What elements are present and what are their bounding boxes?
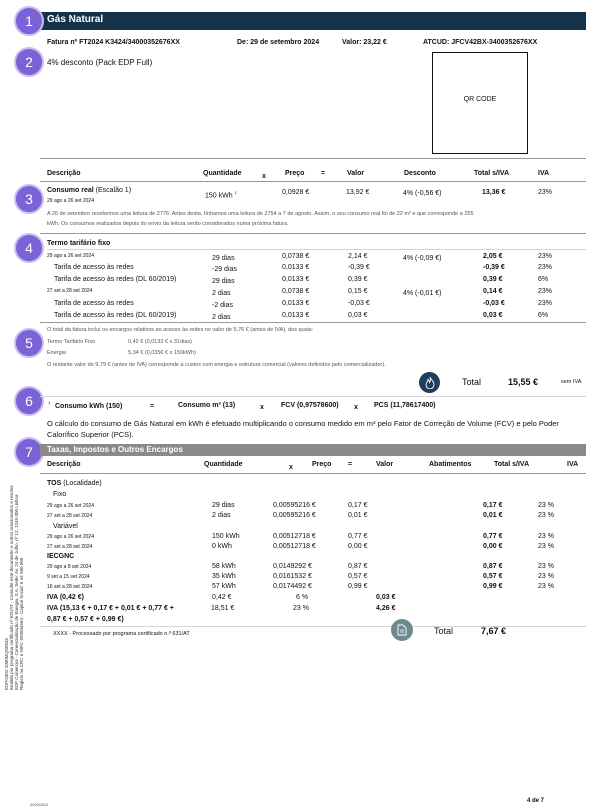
tax-row-value: 0,00 € bbox=[348, 543, 368, 550]
tax-row-iva: 23 % bbox=[538, 512, 554, 519]
termo-row-qty: 2 dias bbox=[212, 314, 231, 321]
divider bbox=[40, 158, 586, 159]
tax-row-total: 0,00 € bbox=[483, 543, 503, 550]
flame-icon bbox=[419, 372, 440, 393]
tax-row-price: 0,00595216 € bbox=[273, 512, 316, 519]
col-quantidade: Quantidade bbox=[203, 170, 242, 177]
tax-row-price: 0,00595216 € bbox=[273, 502, 316, 509]
tax-col-descricao: Descrição bbox=[47, 461, 81, 468]
termo-row-qty: 29 dias bbox=[212, 255, 235, 262]
tax-row-period: 16 set a 28 set 2024 bbox=[47, 584, 93, 590]
processed-note: XXXX - Processado por programa certificado n.º 631/AT bbox=[53, 631, 190, 637]
qr-code-box bbox=[432, 52, 528, 154]
tax-row-qty: 2 dias bbox=[212, 512, 231, 519]
formula-eq: = bbox=[150, 403, 155, 410]
taxes-title: Taxas, Impostos e Outros Encargos bbox=[47, 445, 183, 454]
termo-row-qty: -29 dias bbox=[212, 266, 237, 273]
tos-subtitle: (Localidade) bbox=[61, 480, 102, 487]
consumo-total: 13,36 € bbox=[482, 189, 506, 196]
tax-row-qty: 58 kWh bbox=[212, 563, 236, 570]
invoice-date: De: 29 de setembro 2024 bbox=[237, 39, 320, 46]
encargos-termo-value: 0,42 € (0,0133 € x 31dias) bbox=[128, 339, 192, 345]
divider bbox=[40, 181, 586, 182]
divider bbox=[40, 233, 586, 234]
tos-fixo-label: Fixo bbox=[53, 491, 67, 498]
tax-row-value: 0,77 € bbox=[348, 533, 368, 540]
tax-row-period: 29 ago a 26 set 2024 bbox=[47, 534, 94, 540]
tax-row-qty: 29 dias bbox=[212, 502, 235, 509]
termo-row-iva: 6% bbox=[538, 312, 549, 319]
termo-row-qty: 2 dias bbox=[212, 290, 231, 297]
termo-row-total: -0,03 € bbox=[483, 300, 505, 307]
marker-6: 6 bbox=[14, 386, 44, 416]
iva-6-value: 0,03 € bbox=[376, 594, 396, 601]
tax-row-qty: 35 kWh bbox=[212, 573, 236, 580]
tax-row-period: 27 set a 28 set 2024 bbox=[47, 544, 93, 550]
termo-row-price: 0,0133 € bbox=[282, 276, 310, 283]
marker-3: 3 bbox=[14, 184, 44, 214]
tax-row-qty: 0 kWh bbox=[212, 543, 232, 550]
tax-col-abatimentos: Abatimentos bbox=[429, 461, 472, 468]
section-header-bar bbox=[40, 12, 586, 30]
tax-row-qty: 150 kWh bbox=[212, 533, 240, 540]
termo-row-value: -0,03 € bbox=[348, 300, 370, 307]
marker-2: 2 bbox=[14, 47, 44, 77]
tax-row-period: 27 set a 28 set 2024 bbox=[47, 513, 93, 519]
termo-row-qty: -2 dias bbox=[212, 302, 234, 309]
marker-5: 5 bbox=[14, 328, 44, 358]
termo-row-value: 0,15 € bbox=[348, 288, 368, 295]
tax-row-iva: 23 % bbox=[538, 583, 554, 590]
tax-row-period: 9 set a 15 set 2024 bbox=[47, 574, 90, 580]
tax-row-period: 29 ago a 8 set 2024 bbox=[47, 564, 92, 570]
invoice-value: Valor: 23,22 € bbox=[342, 39, 387, 46]
tax-col-preco: Preço bbox=[312, 461, 332, 468]
tax-row-total: 0,99 € bbox=[483, 583, 503, 590]
formula-times-2: x bbox=[354, 404, 358, 411]
footer-code: 00000304 bbox=[30, 802, 48, 807]
tax-row-iva: 23 % bbox=[538, 573, 554, 580]
termo-row-value: 0,39 € bbox=[348, 276, 368, 283]
tax-row-price: 0,0174492 € bbox=[273, 583, 312, 590]
consumo-title-bold: Consumo real bbox=[47, 187, 94, 194]
tax-row-value: 0,57 € bbox=[348, 573, 368, 580]
consumo-qty bbox=[205, 190, 237, 199]
tax-row-iva: 23 % bbox=[538, 543, 554, 550]
taxes-total-label: Total bbox=[434, 626, 454, 636]
iva-6-label: IVA (0,42 €) bbox=[47, 594, 84, 601]
taxes-total-value: 7,67 € bbox=[481, 626, 507, 636]
total-suffix: sem IVA bbox=[561, 379, 582, 385]
termo-row-label: Tarifa de acesso às redes (DL 60/2019) bbox=[54, 312, 177, 319]
termo-row-total: 2,05 € bbox=[483, 253, 503, 260]
formula-times-1: x bbox=[260, 404, 264, 411]
document-icon bbox=[391, 619, 413, 641]
tax-row-iva: 23 % bbox=[538, 533, 554, 540]
marker-7: 7 bbox=[14, 437, 44, 467]
marker-1: 1 bbox=[14, 6, 44, 36]
divider bbox=[40, 396, 586, 397]
col-iva: IVA bbox=[538, 170, 550, 177]
termo-title: Termo tarifário fixo bbox=[47, 240, 111, 247]
encargos-energia-label: Energia bbox=[47, 350, 66, 356]
iva-23-label-line2: 0,87 € + 0,57 € + 0,99 €) bbox=[47, 616, 124, 623]
divider bbox=[40, 322, 586, 323]
invoice-number: Fatura nº FT2024 K3424/34000352676XX bbox=[47, 39, 180, 46]
invoice-atcud: ATCUD: JFCV42BX-3400352676XX bbox=[423, 39, 538, 46]
col-preco: Preço bbox=[285, 170, 305, 177]
tax-row-price: 0,00512718 € bbox=[273, 543, 316, 550]
section-title: Gás Natural bbox=[47, 14, 104, 25]
consumo-note-line1: A 26 de setembro recebemos uma leitura de 2776. Antes desta, tínhamos uma leitura de 2754 a 7 de agosto. Assim, o seu consumo real foi de 22 m³ e que corresponde a 255 bbox=[47, 211, 474, 217]
termo-row-total: 0,14 € bbox=[483, 288, 503, 295]
tax-row-total: 0,17 € bbox=[483, 502, 503, 509]
divider bbox=[47, 249, 586, 250]
termo-row-price: 0,0133 € bbox=[282, 312, 310, 319]
tax-row-price: 0,0149292 € bbox=[273, 563, 312, 570]
termo-row-iva: 23% bbox=[538, 288, 553, 295]
consumo-title bbox=[47, 187, 131, 194]
legal-line-2: Emitida por programa certificado nº 631/AT - Consulte este documento e outros relacionados e resolva bbox=[9, 485, 14, 690]
termo-row-total: -0,39 € bbox=[483, 264, 505, 271]
termo-row-price: 0,0133 € bbox=[282, 264, 310, 271]
termo-row-qty: 29 dias bbox=[212, 278, 235, 285]
page-number: 4 de 7 bbox=[527, 798, 545, 804]
termo-row-price: 0,0738 € bbox=[282, 288, 310, 295]
tax-row-price: 0,00512718 € bbox=[273, 533, 316, 540]
consumo-price: 0,0928 € bbox=[282, 189, 310, 196]
termo-row-total: 0,39 € bbox=[483, 276, 503, 283]
consumo-subtitle: (Escalão 1) bbox=[93, 187, 132, 194]
tax-row-qty: 57 kWh bbox=[212, 583, 236, 590]
formula-pcs: PCS (11,78617400) bbox=[374, 402, 436, 409]
formula-explain-line1: O cálculo do consumo de Gás Natural em kWh é efetuado multiplicando o consumo medido em m³ pelo Fator de Correção de Volume (FCV) e pelo Poder bbox=[47, 419, 559, 428]
consumo-period: 29 ago a 26 set 2024 bbox=[47, 198, 94, 204]
total-label: Total bbox=[462, 377, 482, 387]
col-x: x bbox=[262, 173, 266, 180]
tos-title bbox=[47, 480, 102, 487]
tax-row-total: 0,87 € bbox=[483, 563, 503, 570]
footnote-marker: 1 bbox=[48, 400, 51, 405]
col-total: Total s/IVA bbox=[474, 170, 510, 177]
consumo-iva: 23% bbox=[538, 189, 553, 196]
tax-row-price: 0,0161532 € bbox=[273, 573, 312, 580]
tax-col-eq: = bbox=[348, 461, 353, 468]
tax-row-total: 0,77 € bbox=[483, 533, 503, 540]
formula-consumo-m3: Consumo m³ (13) bbox=[178, 402, 236, 409]
formula-explain-line2: Calorífico Superior (PCS). bbox=[47, 430, 134, 439]
legal-line-4: Registo na CRC e NIPC 503504564 - Capital Social: € 44 500 000 bbox=[19, 557, 24, 690]
tos-title-bold: TOS bbox=[47, 480, 62, 487]
iva-23-value: 4,26 € bbox=[376, 605, 396, 612]
consumo-discount: 4% (-0,56 €) bbox=[403, 190, 442, 197]
termo-row-discount: 4% (-0,09 €) bbox=[403, 255, 442, 262]
termo-row-iva: 6% bbox=[538, 276, 549, 283]
tax-row-value: 0,99 € bbox=[348, 583, 368, 590]
tax-col-quantidade: Quantidade bbox=[204, 461, 243, 468]
termo-row-iva: 23% bbox=[538, 264, 553, 271]
formula-consumo-kwh: Consumo kWh (150) bbox=[55, 403, 123, 410]
tax-col-total: Total s/IVA bbox=[494, 461, 530, 468]
encargos-energia-value: 5,34 € (0,0356 € x 150kWh) bbox=[128, 350, 196, 356]
tax-row-total: 0,57 € bbox=[483, 573, 503, 580]
tax-row-value: 0,87 € bbox=[348, 563, 368, 570]
legal-line-1: EDPG001-1000MQS0045 bbox=[4, 637, 9, 690]
termo-row-period: 27 set a 28 set 2024 bbox=[47, 288, 93, 294]
tax-row-iva: 23 % bbox=[538, 502, 554, 509]
tax-col-valor: Valor bbox=[376, 461, 394, 468]
encargos-rest: O restante valor de 9,79 € (antes de IVA) corresponde a custos com energia e estrutura comercial (valores definidos pelo comercializador). bbox=[47, 362, 386, 368]
col-descricao: Descrição bbox=[47, 170, 81, 177]
marker-4: 4 bbox=[14, 233, 44, 263]
termo-row-value: -0,39 € bbox=[348, 264, 370, 271]
formula-fcv: FCV (0,97578600) bbox=[281, 402, 339, 409]
tax-row-iva: 23 % bbox=[538, 563, 554, 570]
tax-row-value: 0,01 € bbox=[348, 512, 368, 519]
iva-6-price: 6 % bbox=[296, 594, 309, 601]
iva-23-label-line1: IVA (15,13 € + 0,17 € + 0,01 € + 0,77 € + bbox=[47, 605, 174, 612]
iecgnc-title: IECGNC bbox=[47, 553, 75, 560]
col-valor: Valor bbox=[347, 170, 365, 177]
divider bbox=[40, 473, 586, 474]
tax-row-total: 0,01 € bbox=[483, 512, 503, 519]
total-value: 15,55 € bbox=[508, 377, 539, 387]
col-desconto: Desconto bbox=[404, 170, 436, 177]
termo-row-total: 0,03 € bbox=[483, 312, 503, 319]
encargos-termo-label: Termo Tarifário Fixo bbox=[47, 339, 96, 345]
termo-row-price: 0,0738 € bbox=[282, 253, 310, 260]
consumo-qty-value: 150 kWh bbox=[205, 192, 233, 200]
footnote-ref: 1 bbox=[234, 190, 237, 195]
tax-row-period: 29 ago a 26 set 2024 bbox=[47, 503, 94, 509]
termo-row-value: 2,14 € bbox=[348, 253, 368, 260]
tax-col-iva: IVA bbox=[567, 461, 579, 468]
iva-23-qty: 18,51 € bbox=[211, 605, 235, 612]
encargos-intro: O total da fatura inclui os encargos relativos ao acesso às redes no valor de 5,76 € (antes de IVA), dos quais: bbox=[47, 327, 314, 333]
col-eq: = bbox=[321, 170, 326, 177]
legal-line-3: EDP Comercial - Comercialização de Energia, S.A. Sede: Av. 24 de Julho, nº 12, 1249-300 Lisboa bbox=[14, 494, 19, 690]
termo-row-label: Tarifa de acesso às redes bbox=[54, 264, 134, 271]
discount-plan: 4% desconto (Pack EDP Full) bbox=[47, 58, 153, 67]
termo-row-iva: 23% bbox=[538, 253, 553, 260]
tax-row-value: 0,17 € bbox=[348, 502, 368, 509]
consumo-value: 13,92 € bbox=[346, 189, 370, 196]
iva-6-qty: 0,42 € bbox=[212, 594, 232, 601]
termo-row-label: Tarifa de acesso às redes (DL 60/2019) bbox=[54, 276, 177, 283]
termo-row-period: 29 ago a 26 set 2024 bbox=[47, 253, 94, 259]
iva-23-price: 23 % bbox=[293, 605, 309, 612]
consumo-note-line2: kWh. Os consumos realizados depois do envio da leitura serão considerados numa próxima fatura. bbox=[47, 221, 289, 227]
legal-sidebar bbox=[4, 485, 24, 690]
tax-col-x: x bbox=[289, 464, 293, 471]
termo-row-label: Tarifa de acesso às redes bbox=[54, 300, 134, 307]
termo-row-discount: 4% (-0,01 €) bbox=[403, 290, 442, 297]
termo-row-value: 0,03 € bbox=[348, 312, 368, 319]
termo-row-iva: 23% bbox=[538, 300, 553, 307]
qr-code-label: QR CODE bbox=[463, 96, 497, 103]
tos-variavel-label: Variável bbox=[53, 523, 78, 530]
termo-row-price: 0,0133 € bbox=[282, 300, 310, 307]
